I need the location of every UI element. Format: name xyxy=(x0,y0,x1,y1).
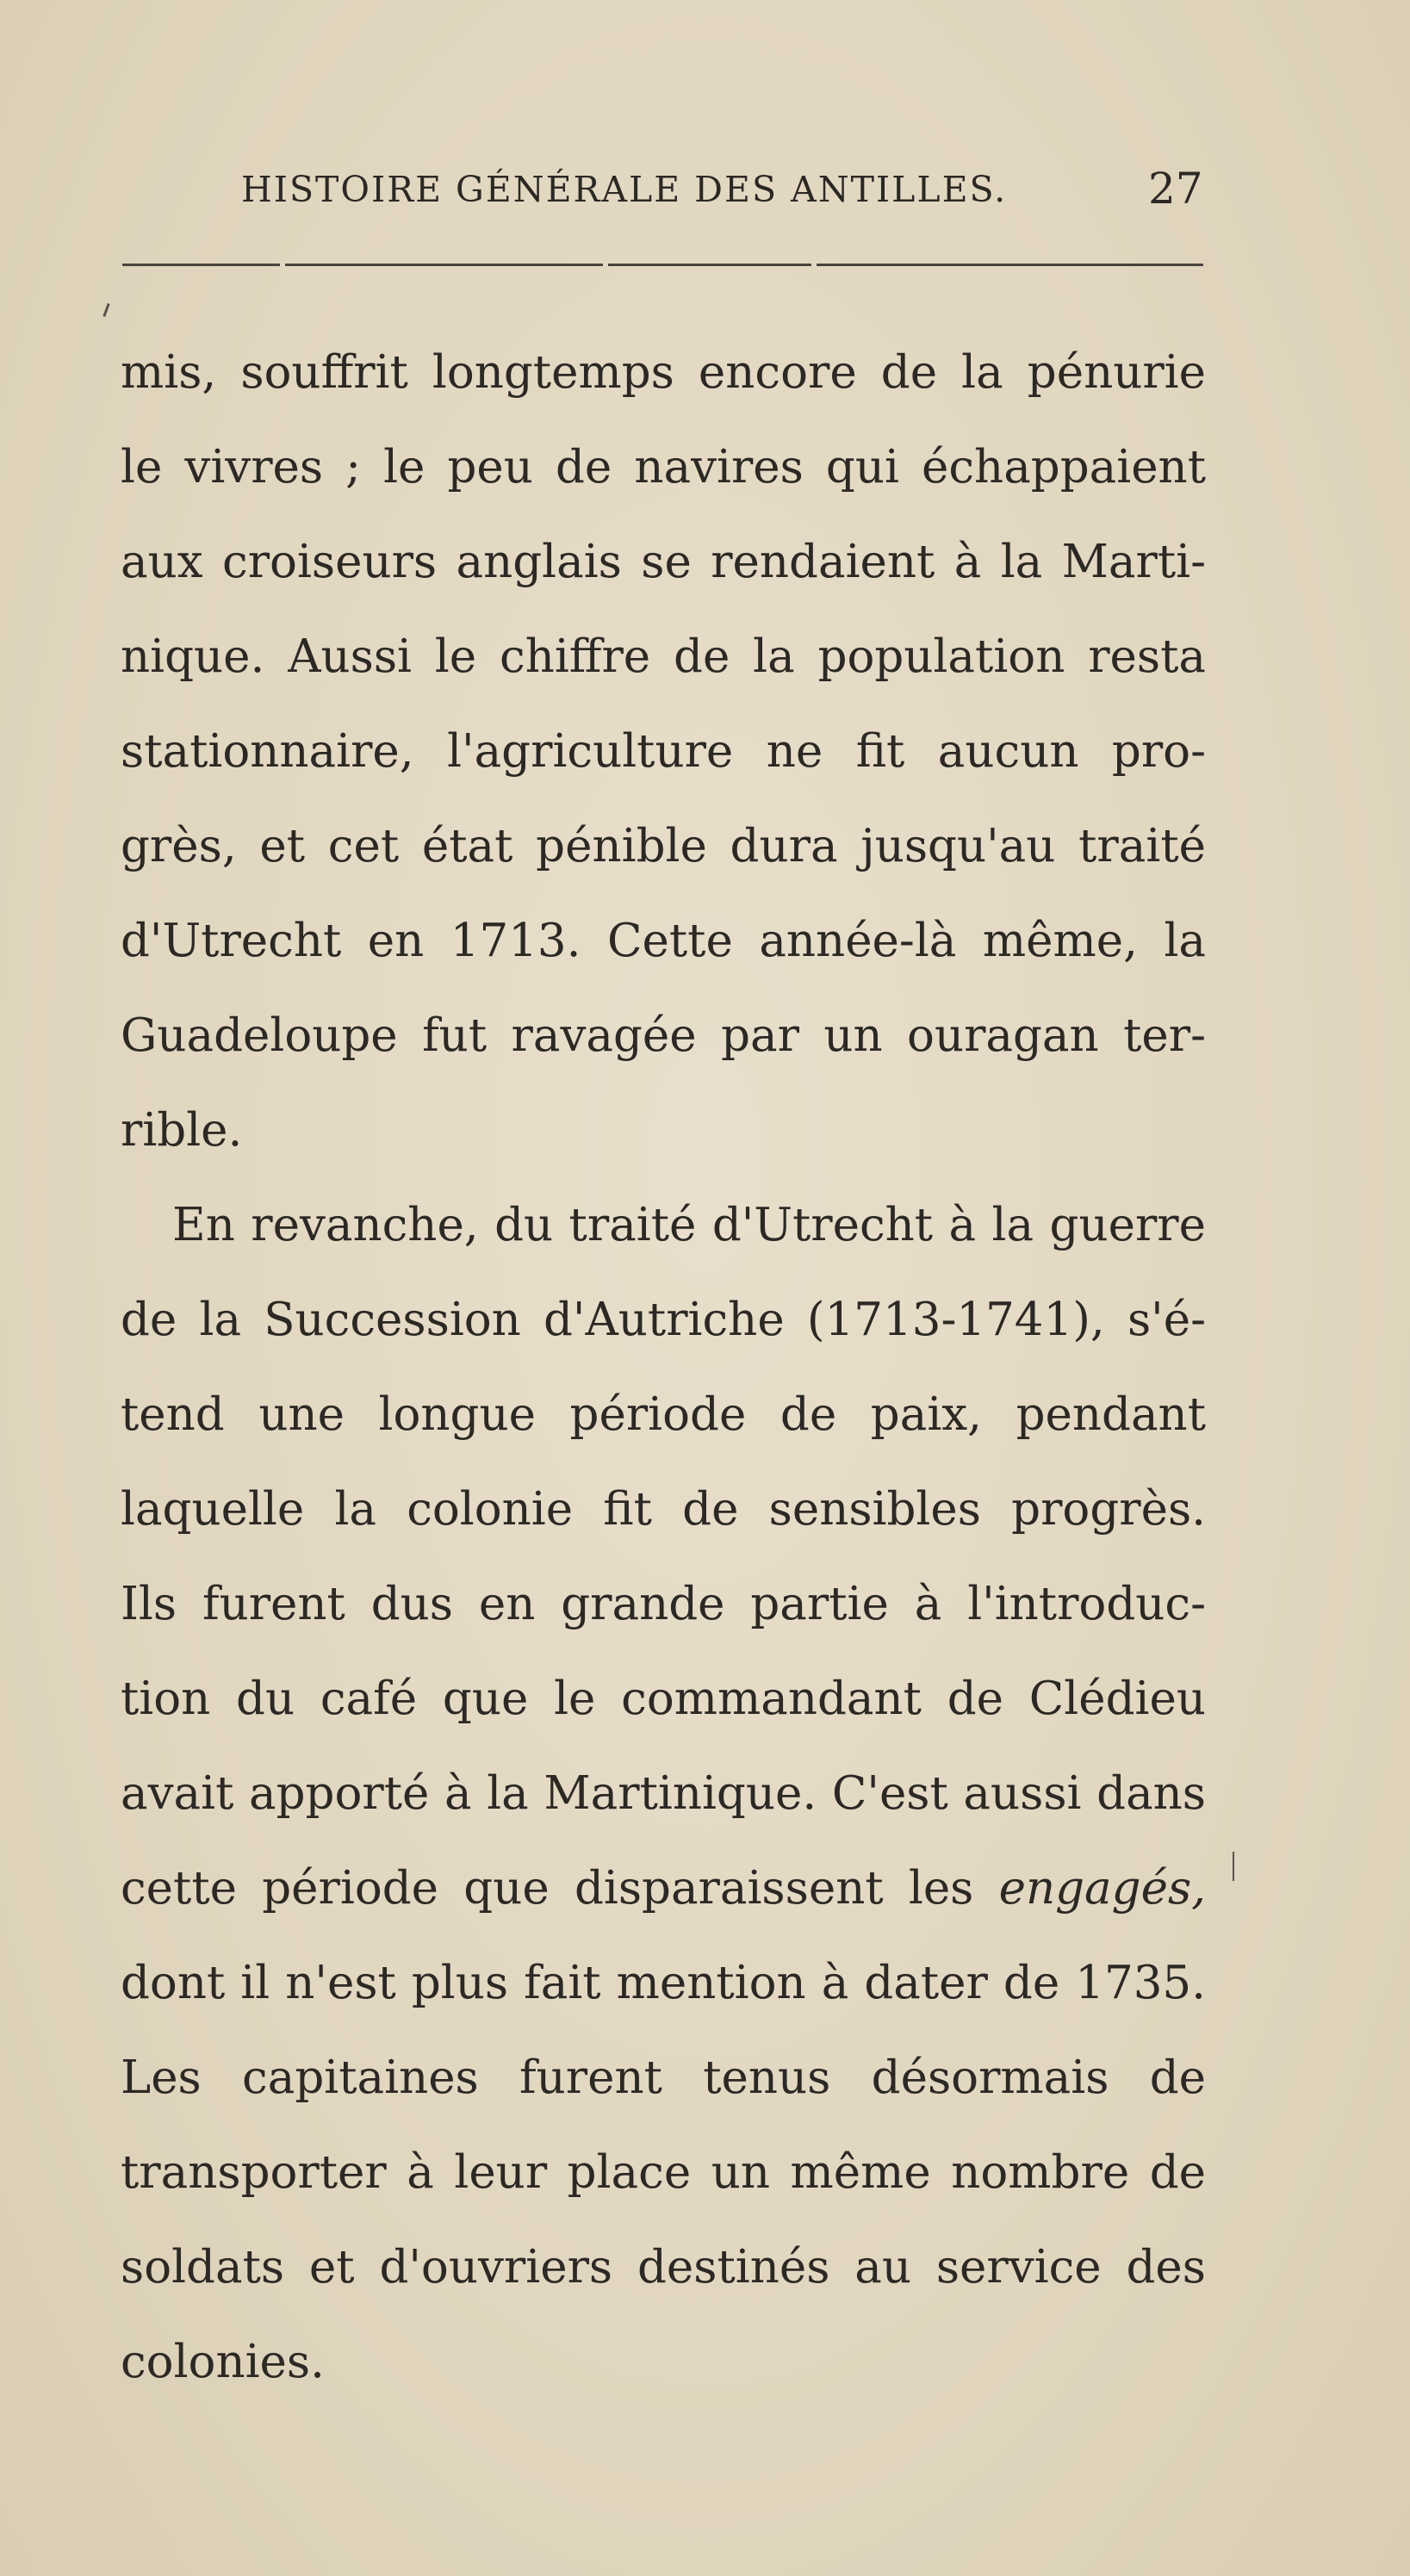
text-line: mis, souffrit longtemps encore de la pénurie xyxy=(121,346,1206,399)
text-line: Les capitaines furent tenus désormais de xyxy=(121,2051,1206,2104)
running-head xyxy=(0,164,1410,224)
text-line: colonies. xyxy=(121,2336,325,2388)
text-line: de la Succession d'Autriche (1713-1741), s'é- xyxy=(121,1294,1206,1346)
text-line: Ils furent dus en grande partie à l'introduc- xyxy=(121,1578,1206,1630)
ink-speck xyxy=(102,303,109,317)
text-line xyxy=(121,1841,1206,1936)
page-number: 27 xyxy=(1148,164,1203,214)
rule-break xyxy=(603,261,608,268)
text-line: rible. xyxy=(121,1104,243,1157)
running-title: HISTOIRE GÉNÉRALE DES ANTILLES. xyxy=(241,169,1008,210)
body-text xyxy=(121,326,1206,2410)
text-line: dont il n'est plus fait mention à dater de 1735. xyxy=(121,1957,1206,2009)
text-line: le vivres ; le peu de navires qui échappaient xyxy=(121,441,1206,493)
text-line: tion du café que le commandant de Clédieu xyxy=(121,1673,1206,1725)
text-line: aux croiseurs anglais se rendaient à la Marti- xyxy=(121,536,1206,588)
text-line: tend une longue période de paix, pendant xyxy=(121,1388,1206,1441)
text-line: avait apporté à la Martinique. C'est aussi dans xyxy=(121,1767,1206,1820)
rule-break xyxy=(280,261,285,268)
line-text: cette période que disparaissent les xyxy=(121,1862,999,1915)
text-line: transporter à leur place un même nombre de xyxy=(121,2146,1206,2199)
text-line: stationnaire, l'agriculture ne fit aucun pro- xyxy=(121,725,1206,778)
text-line: nique. Aussi le chiffre de la population resta xyxy=(121,630,1206,683)
text-line: laquelle la colonie fit de sensibles progrès. xyxy=(121,1483,1206,1536)
text-line: En revanche, du traité d'Utrecht à la guerre xyxy=(172,1199,1206,1251)
ink-speck xyxy=(1233,1852,1234,1881)
text-line: d'Utrecht en 1713. Cette année-là même, la xyxy=(121,915,1206,967)
text-line: Guadeloupe fut ravagée par un ouragan ter- xyxy=(121,1009,1206,1062)
text-line: grès, et cet état pénible dura jusqu'au traité xyxy=(121,820,1206,872)
rule-break xyxy=(811,261,817,268)
text-line: soldats et d'ouvriers destinés au service des xyxy=(121,2241,1206,2294)
italic-word: engagés, xyxy=(998,1862,1206,1915)
